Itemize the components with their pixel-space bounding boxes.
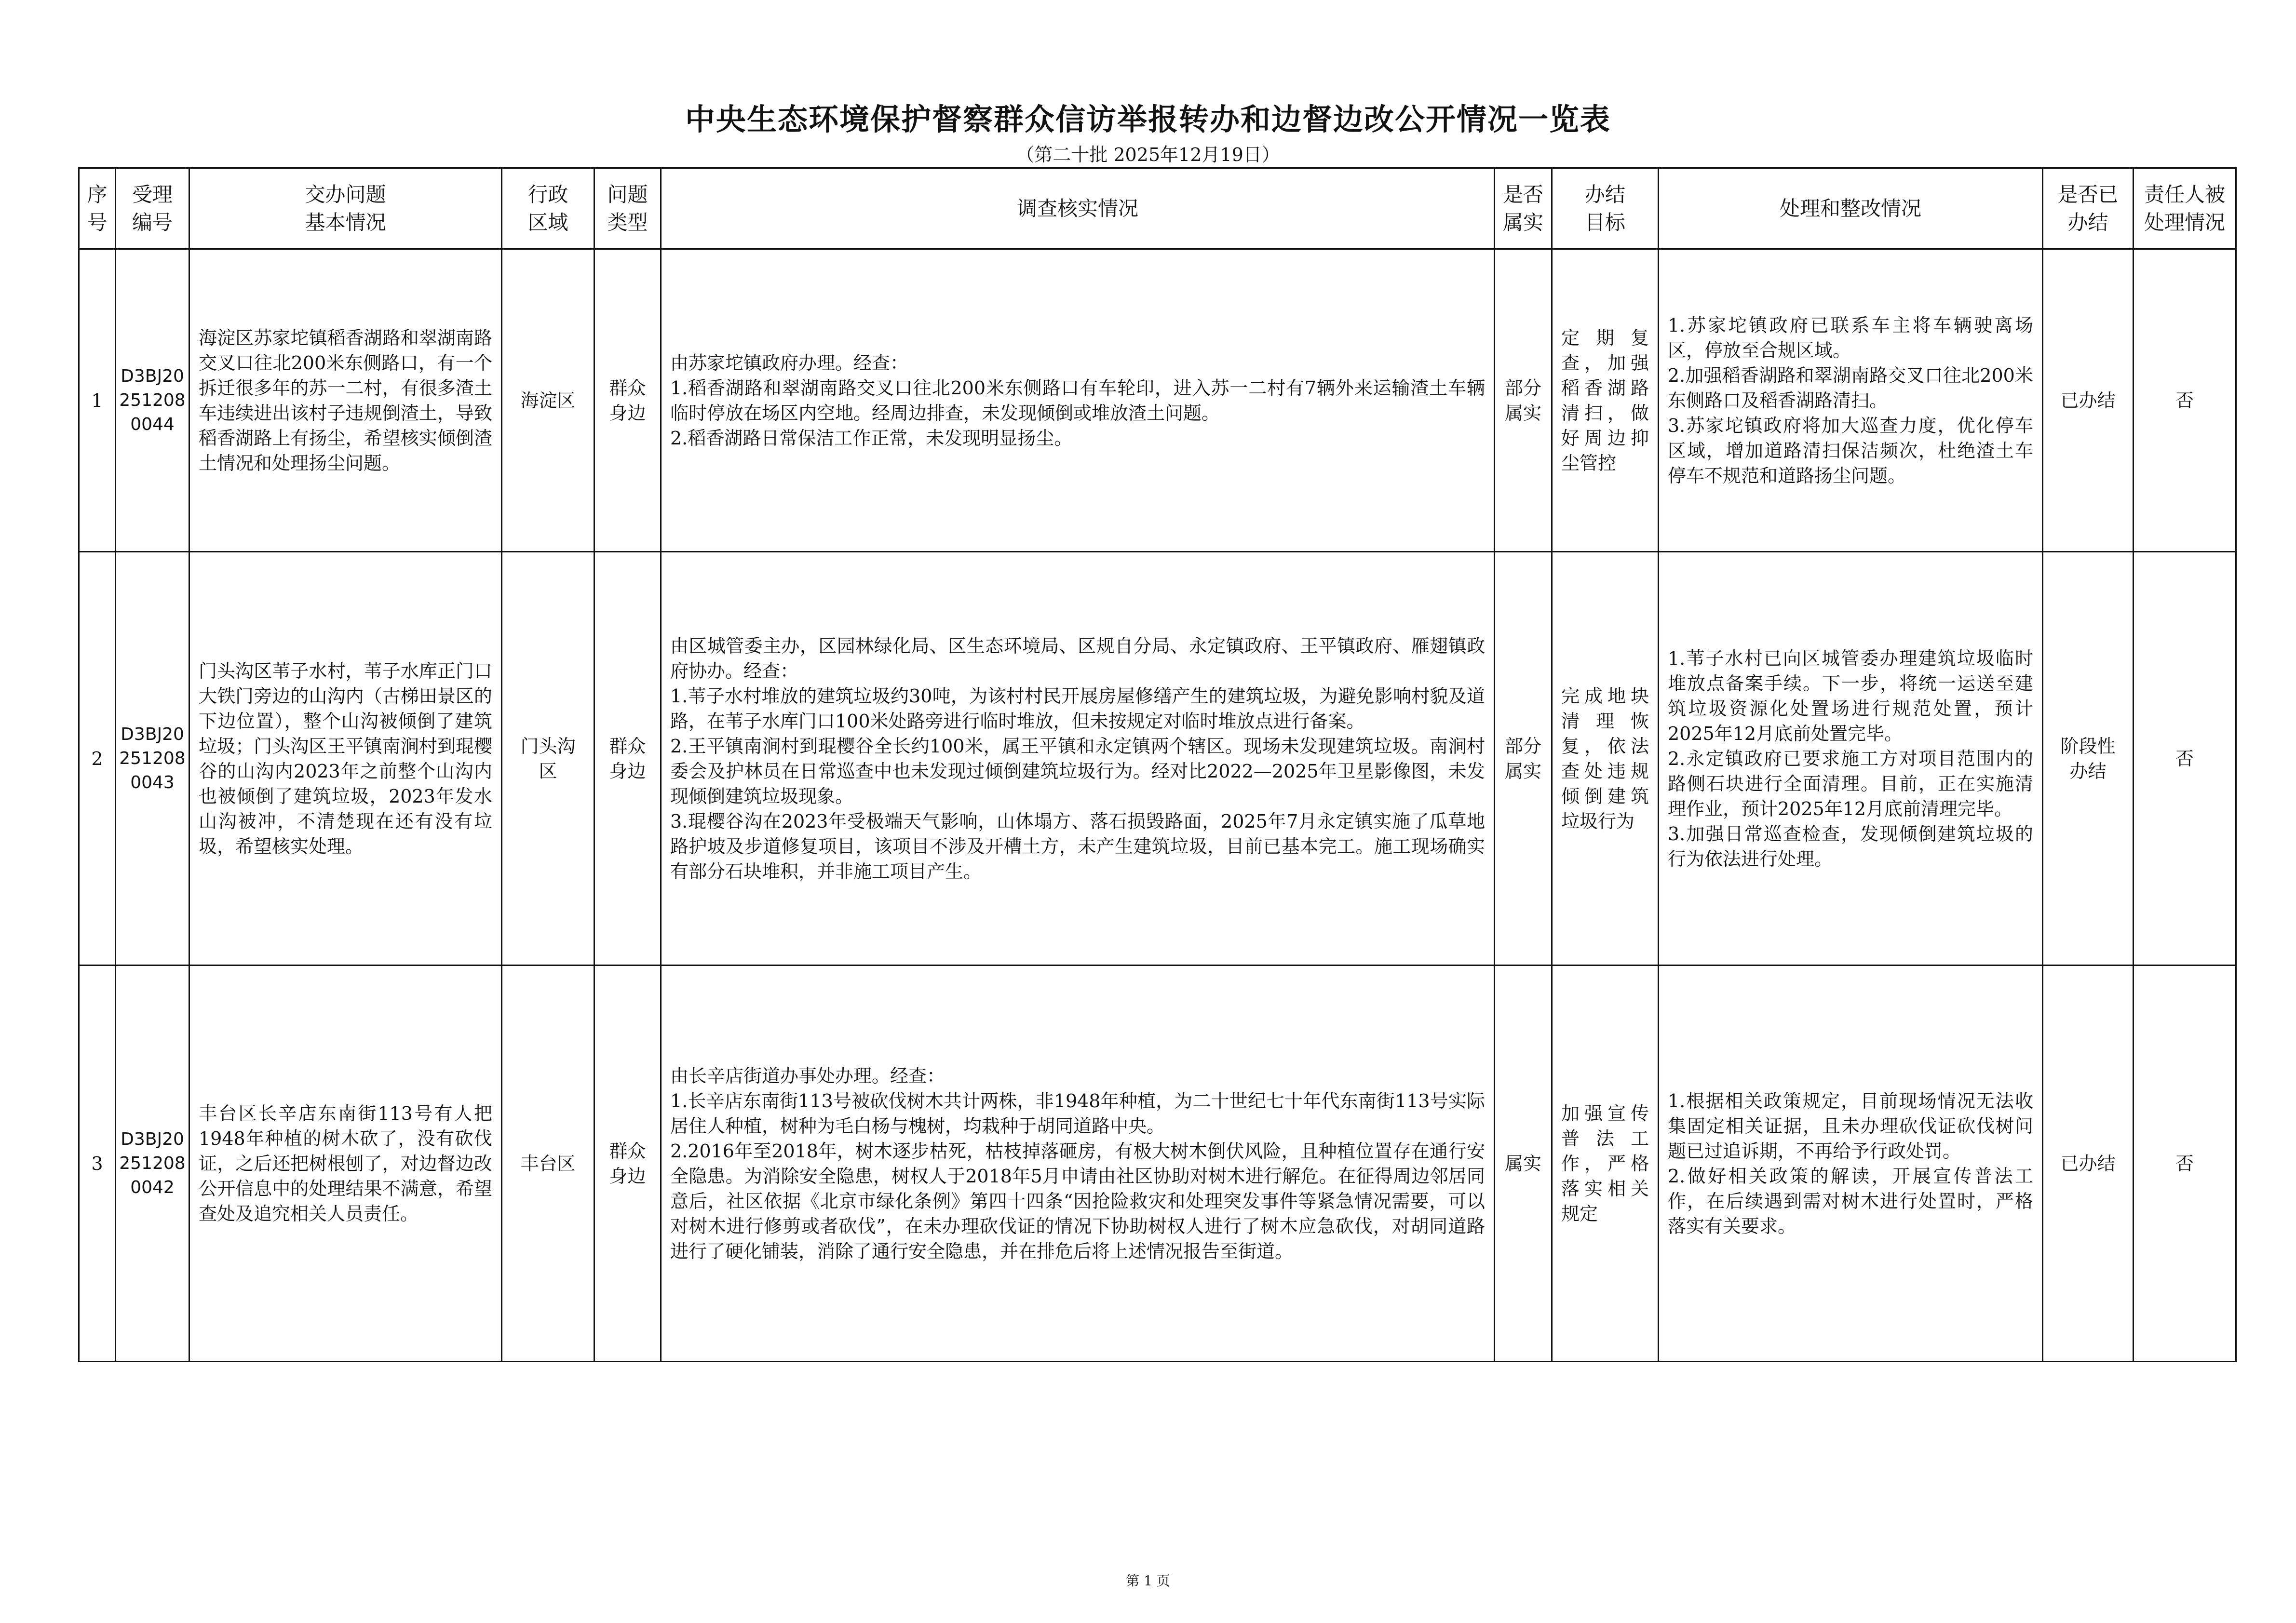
row-no: 3 <box>79 966 116 1362</box>
col-header-responsible: 责任人被 处理情况 <box>2134 168 2236 249</box>
row-id: D3BJ202512080044 <box>116 249 189 552</box>
col-header-investigation: 调查核实情况 <box>661 168 1495 249</box>
col-header-issue: 交办问题 基本情况 <box>189 168 502 249</box>
row-handling: 1.苏家坨镇政府已联系车主将车辆驶离场区，停放至合规区域。 2.加强稻香湖路和翠湖南路交叉口往北200米东侧路口及稻香湖路清扫。 3.苏家坨镇政府将加大巡查力度，优化停车区域，增加道路清扫保洁频次，杜绝渣土车停车不规范和道路扬尘问题。 <box>1659 249 2043 552</box>
row-issue: 海淀区苏家坨镇稻香湖路和翠湖南路交叉口往北200米东侧路口，有一个拆迁很多年的苏一二村，有很多渣土车违续进出该村子违规倒渣土，导致稻香湖路上有扬尘，希望核实倾倒渣土情况和处理扬尘问题。 <box>189 249 502 552</box>
row-responsible: 否 <box>2134 552 2236 966</box>
row-closed: 已办结 <box>2043 966 2134 1362</box>
row-responsible: 否 <box>2134 966 2236 1362</box>
col-header-goal: 办结 目标 <box>1552 168 1659 249</box>
row-goal: 加强宣传普法工作，严格落实相关规定 <box>1552 966 1659 1362</box>
row-investigation: 由区城管委主办，区园林绿化局、区生态环境局、区规自分局、永定镇政府、王平镇政府、雁翅镇政府协办。经查： 1.苇子水村堆放的建筑垃圾约30吨，为该村村民开展房屋修缮产生的建筑垃圾，为避免影响村貌及道路，在苇子水库门口100米处路旁进行临时堆放，但未按规定对临时堆放点进行备案。 2.王平镇南涧村到琨樱谷全长约100米，属王平镇和永定镇两个辖区。现场未发现建筑垃圾。南涧村委会及护林员在日常巡查中也未发现过倾倒建筑垃圾行为。经对比2022—2025年卫星影像图，未发现倾倒建筑垃圾现象。 3.琨樱谷沟在2023年受极端天气影响，山体塌方、落石损毁路面，2025年7月永定镇实施了瓜草地路护坡及步道修复项目，该项目不涉及开槽土方，未产生建筑垃圾，目前已基本完工。施工现场确实有部分石块堆积，并非施工项目产生。 <box>661 552 1495 966</box>
row-handling: 1.苇子水村已向区城管委办理建筑垃圾临时堆放点备案手续。下一步，将统一运送至建筑垃圾资源化处置场进行规范处置，预计2025年12月底前处置完毕。 2.永定镇政府已要求施工方对项目范围内的路侧石块进行全面清理。目前，正在实施清理作业，预计2025年12月底前清理完毕。 3.加强日常巡查检查，发现倾倒建筑垃圾的行为依法进行处理。 <box>1659 552 2043 966</box>
row-closed: 阶段性 办结 <box>2043 552 2134 966</box>
table-row <box>79 249 2236 552</box>
row-true-status: 部分 属实 <box>1495 249 1552 552</box>
document-subtitle: （第二十批 2025年12月19日） <box>1016 144 1280 165</box>
row-goal: 完成地块清理恢复，依法查处违规倾倒建筑垃圾行为 <box>1552 552 1659 966</box>
row-goal: 定期复查，加强稻香湖路清扫，做好周边抑尘管控 <box>1552 249 1659 552</box>
row-type: 群众 身边 <box>594 249 661 552</box>
row-no: 2 <box>79 552 116 966</box>
col-header-closed: 是否已 办结 <box>2043 168 2134 249</box>
row-id: D3BJ202512080042 <box>116 966 189 1362</box>
row-closed: 已办结 <box>2043 249 2134 552</box>
row-true-status: 部分 属实 <box>1495 552 1552 966</box>
row-handling: 1.根据相关政策规定，目前现场情况无法收集固定相关证据，且未办理砍伐证砍伐树问题已过追诉期，不再给予行政处罚。 2.做好相关政策的解读，开展宣传普法工作，在后续遇到需对树木进行处置时，严格落实有关要求。 <box>1659 966 2043 1362</box>
row-district: 海淀区 <box>502 249 594 552</box>
col-header-no: 序 号 <box>79 168 116 249</box>
row-issue: 丰台区长辛店东南街113号有人把1948年种植的树木砍了，没有砍伐证，之后还把树根刨了，对边督边改公开信息中的处理结果不满意，希望查处及追究相关人员责任。 <box>189 966 502 1362</box>
table-row <box>79 552 2236 966</box>
row-no: 1 <box>79 249 116 552</box>
row-issue: 门头沟区苇子水村，苇子水库正门口大铁门旁边的山沟内（古梯田景区的下边位置），整个山沟被倾倒了建筑垃圾；门头沟区王平镇南涧村到琨樱谷的山沟内2023年之前整个山沟内也被倾倒了建筑垃圾，2023年发水山沟被冲，不清楚现在还有没有垃圾，希望核实处理。 <box>189 552 502 966</box>
col-header-type: 问题 类型 <box>594 168 661 249</box>
row-type: 群众 身边 <box>594 966 661 1362</box>
header-row <box>79 168 2236 249</box>
row-district: 丰台区 <box>502 966 594 1362</box>
row-responsible: 否 <box>2134 249 2236 552</box>
row-investigation: 由长辛店街道办事处办理。经查： 1.长辛店东南街113号被砍伐树木共计两株，非1948年种植，为二十世纪七十年代东南街113号实际居住人种植，树种为毛白杨与槐树，均栽种于胡同道路中央。 2.2016年至2018年，树木逐步枯死，枯枝掉落砸房，有极大树木倒伏风险，且种植位置存在通行安全隐患。为消除安全隐患，树权人于2018年5月申请由社区协助对树木进行解危。在征得周边邻居同意后，社区依据《北京市绿化条例》第四十四条“因抢险救灾和处理突发事件等紧急情况需要，可以对树木进行修剪或者砍伐”，在未办理砍伐证的情况下协助树权人进行了树木应急砍伐，对胡同道路进行了硬化铺装，消除了通行安全隐患，并在排危后将上述情况报告至街道。 <box>661 966 1495 1362</box>
table-row <box>79 966 2236 1362</box>
col-header-id: 受理 编号 <box>116 168 189 249</box>
row-id: D3BJ202512080043 <box>116 552 189 966</box>
row-true-status: 属实 <box>1495 966 1552 1362</box>
col-header-handling: 处理和整改情况 <box>1659 168 2043 249</box>
report-table <box>78 167 2237 1362</box>
col-header-true: 是否 属实 <box>1495 168 1552 249</box>
row-type: 群众 身边 <box>594 552 661 966</box>
page-number: 第 1 页 <box>1126 1573 1170 1589</box>
document-title: 中央生态环境保护督察群众信访举报转办和边督边改公开情况一览表 <box>685 102 1611 137</box>
col-header-district: 行政 区域 <box>502 168 594 249</box>
row-district: 门头沟 区 <box>502 552 594 966</box>
row-investigation: 由苏家坨镇政府办理。经查： 1.稻香湖路和翠湖南路交叉口往北200米东侧路口有车轮印，进入苏一二村有7辆外来运输渣土车辆临时停放在场区内空地。经周边排查，未发现倾倒或堆放渣土问题。 2.稻香湖路日常保洁工作正常，未发现明显扬尘。 <box>661 249 1495 552</box>
